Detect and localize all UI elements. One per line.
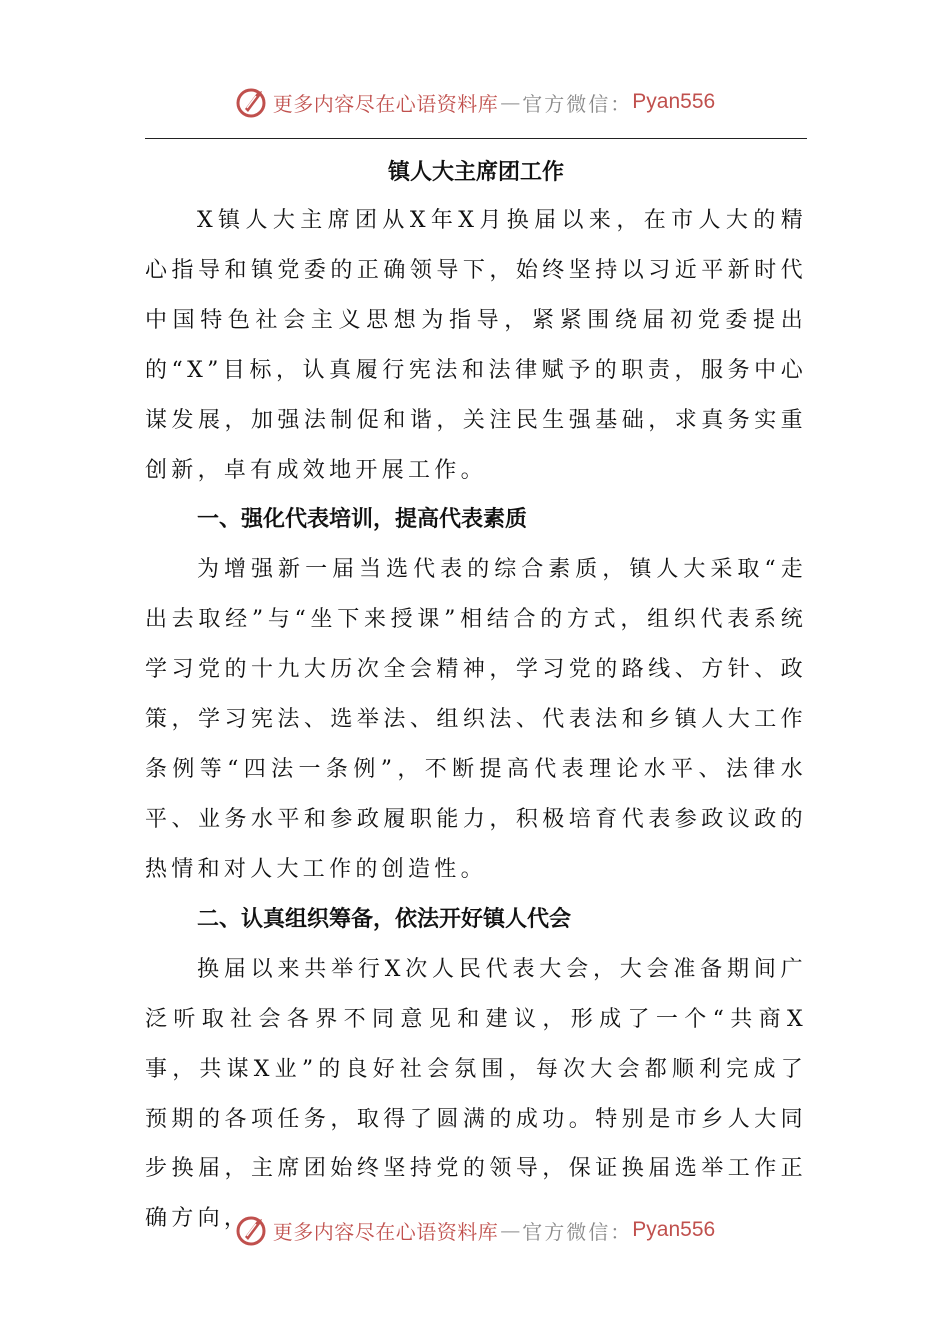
watermark-brand: 更多内容尽在心语资料库	[272, 1219, 499, 1244]
watermark-dash: —	[500, 90, 521, 114]
section-1-paragraph: 为增强新一届当选代表的综合素质，镇人大采取“走出去取经”与“坐下来授课”相结合的方式，组织代表系统学习党的十九大历次全会精神，学习党的路线、方针、政策，学习宪法、选举法、组织法、代表法和乡镇人大工作条例等“四法一条例”，不断提高代表理论水平、法律水平、业务水平和参政履职能力，积极培育代表参政议政的热情和对人大工作的创造性。	[145, 557, 807, 882]
watermark-wechat-id: Pyan556	[632, 1218, 716, 1241]
footer-watermark	[0, 1210, 950, 1250]
watermark-wechat-label: 官方微信：	[522, 91, 633, 116]
header-watermark	[0, 82, 950, 122]
watermark-dash: —	[500, 1218, 521, 1242]
document-title: 镇人大主席团工作	[387, 160, 564, 185]
intro-paragraph: X镇人大主席团从X年X月换届以来，在市人大的精心指导和镇党委的正确领导下，始终坚持以习近平新时代中国特色社会主义思想为指导，紧紧围绕届初党委提出的“X”目标，认真履行宪法和法律赋予的职责，服务中心谋发展，加强法制促和谐，关注民生强基础，求真务实重创新，卓有成效地开展工作。	[145, 208, 807, 483]
watermark-brand: 更多内容尽在心语资料库	[272, 91, 499, 116]
section-1-heading: 一、强化代表培训，提高代表素质	[197, 507, 528, 533]
watermark-wechat-label: 官方微信：	[522, 1219, 633, 1244]
pen-nib-circle-icon	[235, 85, 269, 119]
pen-nib-circle-icon	[235, 1213, 269, 1247]
document-body	[145, 150, 807, 1244]
watermark-wechat-id: Pyan556	[632, 90, 716, 113]
header-divider	[145, 138, 807, 139]
section-2-paragraph: 换届以来共举行X次人民代表大会，大会准备期间广泛听取社会各界不同意见和建议，形成了一个“共商X事，共谋X业”的良好社会氛围，每次大会都顺利完成了预期的各项任务，取得了圆满的成功。特别是市乡人大同步换届，主席团始终坚持党的领导，保证换届选举工作正确方向，	[145, 956, 807, 1232]
section-2-heading: 二、认真组织筹备，依法开好镇人代会	[197, 906, 572, 932]
